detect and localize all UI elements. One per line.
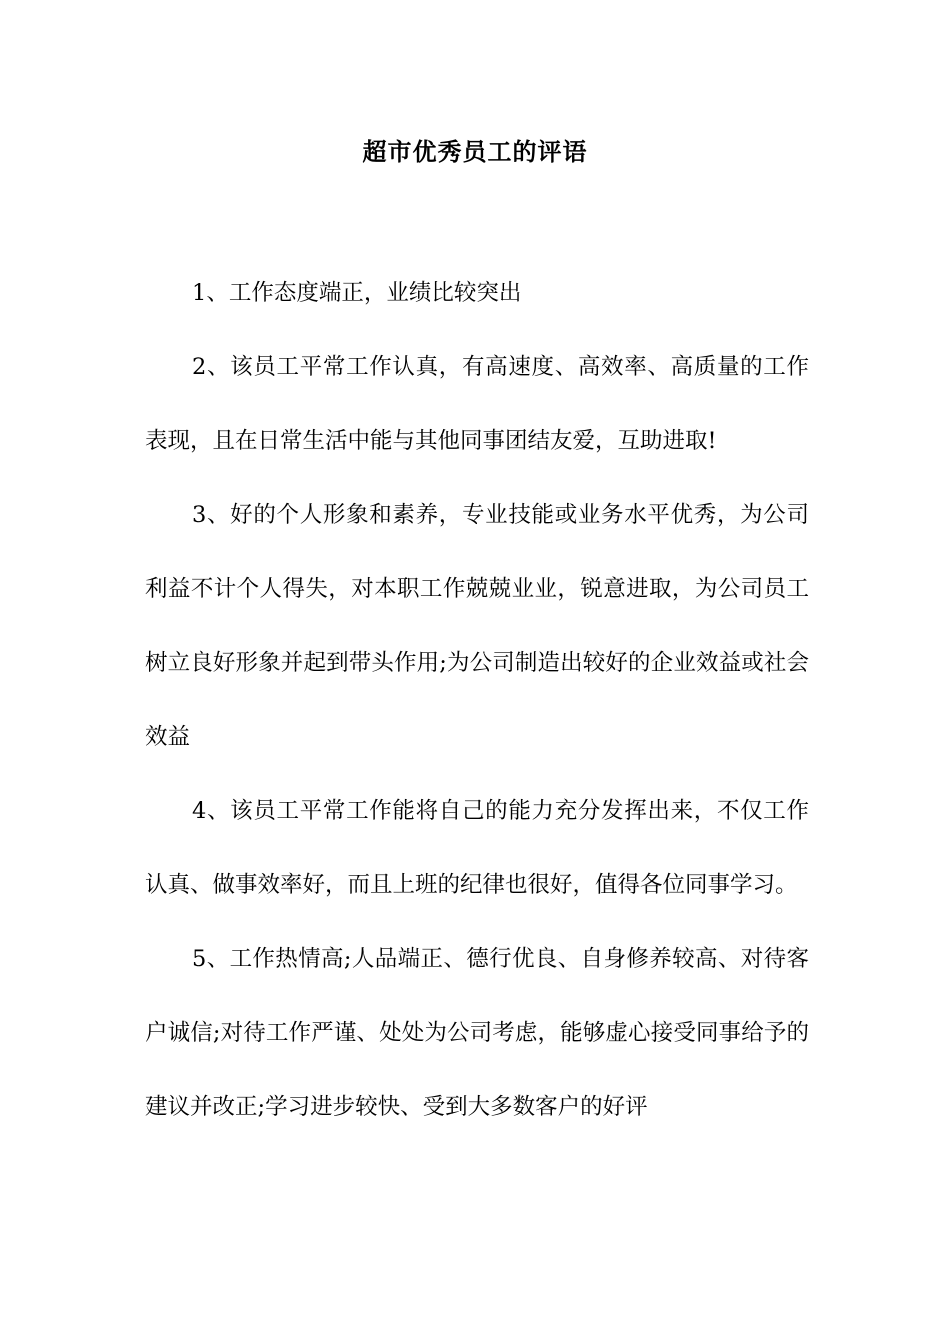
page-title: 超市优秀员工的评语 [362, 137, 588, 166]
paragraph-5: 5、工作热情高;人品端正、德行优良、自身修养较高、对待客户诚信;对待工作严谨、处处为公司考虑，能够虚心接受同事给予的建议并改正;学习进步较快、受到大多数客户的好评 [145, 946, 809, 1120]
paragraph-3: 3、好的个人形象和素养，专业技能或业务水平优秀，为公司利益不计个人得失，对本职工作兢兢业业，锐意进取，为公司员工树立良好形象并起到带头作用;为公司制造出较好的企业效益或社会效益 [145, 502, 809, 750]
paragraph-4: 4、该员工平常工作能将自己的能力充分发挥出来，不仅工作认真、做事效率好，而且上班的纪律也很好，值得各位同事学习。 [145, 798, 809, 898]
paragraph-1: 1、工作态度端正，业绩比较突出 [192, 280, 522, 306]
paragraph-2: 2、该员工平常工作认真，有高速度、高效率、高质量的工作表现，且在日常生活中能与其他同事团结友爱，互助进取! [145, 354, 809, 454]
document-body [145, 256, 809, 1144]
